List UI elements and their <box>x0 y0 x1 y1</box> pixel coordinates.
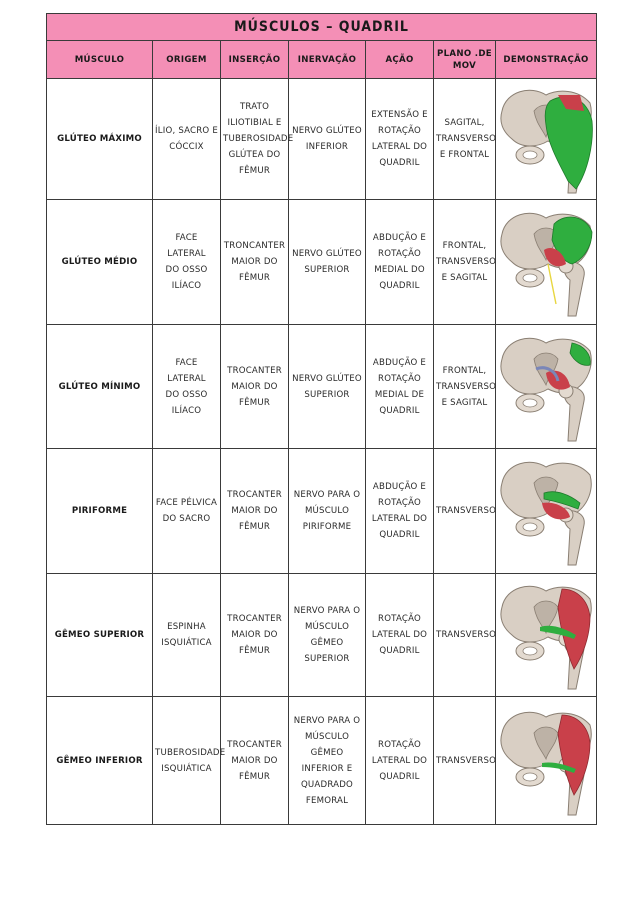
plano-cell: TRANSVERSO <box>434 574 496 697</box>
acao-cell: ABDUÇÃO E ROTAÇÃO LATERAL DO QUADRIL <box>366 449 434 574</box>
header-demonstracao: DEMONSTRAÇÃO <box>496 41 597 79</box>
muscle-table-sheet <box>46 13 596 825</box>
acao-cell: ABDUÇÃO E ROTAÇÃO MEDIAL DE QUADRIL <box>366 325 434 449</box>
header-row <box>47 41 597 79</box>
muscle-name: PIRIFORME <box>47 449 153 574</box>
inervacao-cell: NERVO PARA O MÚSCULO GÊMEO SUPERIOR <box>289 574 366 697</box>
gemeo-superior-illustration <box>496 577 596 693</box>
demonstration-cell <box>496 697 597 825</box>
inervacao-cell: NERVO PARA O MÚSCULO GÊMEO INFERIOR E QUADRADO FEMORAL <box>289 697 366 825</box>
demonstration-cell <box>496 449 597 574</box>
gluteo-maximo-illustration <box>496 81 596 197</box>
table-row <box>47 574 597 697</box>
insercao-cell: TROCANTER MAIOR DO FÊMUR <box>221 325 289 449</box>
muscle-name: GLÚTEO MÉDIO <box>47 200 153 325</box>
table-row <box>47 200 597 325</box>
piriforme-illustration <box>496 453 596 569</box>
origem-cell: ESPINHA ISQUIÁTICA <box>153 574 221 697</box>
inervacao-cell: NERVO GLÚTEO SUPERIOR <box>289 200 366 325</box>
plano-cell: TRANSVERSO <box>434 697 496 825</box>
origem-cell: FACE LATERAL DO OSSO ILÍACO <box>153 325 221 449</box>
header-inervacao: INERVAÇÃO <box>289 41 366 79</box>
table-title: MÚSCULOS – QUADRIL <box>47 14 597 41</box>
muscle-name: GÊMEO INFERIOR <box>47 697 153 825</box>
acao-cell: ROTAÇÃO LATERAL DO QUADRIL <box>366 574 434 697</box>
demonstration-cell <box>496 325 597 449</box>
plano-cell: FRONTAL, TRANSVERSO E SAGITAL <box>434 325 496 449</box>
origem-cell: TUBEROSIDADE ISQUIÁTICA <box>153 697 221 825</box>
table-row <box>47 697 597 825</box>
muscle-name: GLÚTEO MÍNIMO <box>47 325 153 449</box>
origem-cell: FACE LATERAL DO OSSO ILÍACO <box>153 200 221 325</box>
inervacao-cell: NERVO PARA O MÚSCULO PIRIFORME <box>289 449 366 574</box>
header-plano: PLANO .DE MOV <box>434 41 496 79</box>
insercao-cell: TRATO ILIOTIBIAL E TUBEROSIDADE GLÚTEA DO FÊMUR <box>221 79 289 200</box>
gluteo-minimo-illustration <box>496 329 596 445</box>
origem-cell: ÍLIO, SACRO E CÓCCIX <box>153 79 221 200</box>
insercao-cell: TROCANTER MAIOR DO FÊMUR <box>221 449 289 574</box>
demonstration-cell <box>496 574 597 697</box>
header-insercao: INSERÇÃO <box>221 41 289 79</box>
insercao-cell: TROCANTER MAIOR DO FÊMUR <box>221 697 289 825</box>
origem-cell: FACE PÉLVICA DO SACRO <box>153 449 221 574</box>
gluteo-medio-illustration <box>496 204 596 320</box>
inervacao-cell: NERVO GLÚTEO INFERIOR <box>289 79 366 200</box>
plano-cell: TRANSVERSO <box>434 449 496 574</box>
header-origem: ORIGEM <box>153 41 221 79</box>
header-musculo: MÚSCULO <box>47 41 153 79</box>
table-row <box>47 449 597 574</box>
muscle-name: GÊMEO SUPERIOR <box>47 574 153 697</box>
acao-cell: EXTENSÃO E ROTAÇÃO LATERAL DO QUADRIL <box>366 79 434 200</box>
muscle-table <box>46 13 597 825</box>
plano-cell: SAGITAL, TRANSVERSO E FRONTAL <box>434 79 496 200</box>
insercao-cell: TROCANTER MAIOR DO FÊMUR <box>221 574 289 697</box>
demonstration-cell <box>496 200 597 325</box>
insercao-cell: TRONCANTER MAIOR DO FÊMUR <box>221 200 289 325</box>
acao-cell: ABDUÇÃO E ROTAÇÃO MEDIAL DO QUADRIL <box>366 200 434 325</box>
table-row <box>47 325 597 449</box>
plano-cell: FRONTAL, TRANSVERSO E SAGITAL <box>434 200 496 325</box>
muscle-name: GLÚTEO MÁXIMO <box>47 79 153 200</box>
acao-cell: ROTAÇÃO LATERAL DO QUADRIL <box>366 697 434 825</box>
demonstration-cell <box>496 79 597 200</box>
inervacao-cell: NERVO GLÚTEO SUPERIOR <box>289 325 366 449</box>
header-acao: AÇÃO <box>366 41 434 79</box>
gemeo-inferior-illustration <box>496 703 596 819</box>
table-row <box>47 79 597 200</box>
